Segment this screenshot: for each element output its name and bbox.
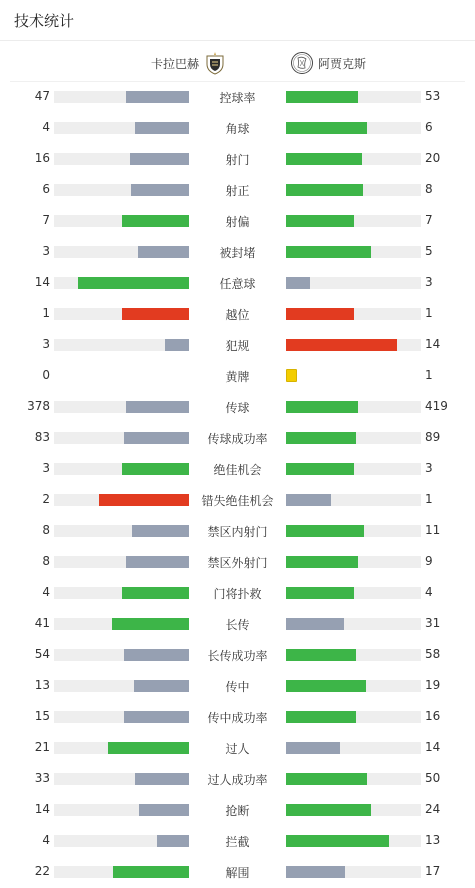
home-team[interactable]	[151, 51, 227, 75]
home-stat-bar	[54, 742, 189, 754]
ajax-crest-icon	[290, 51, 314, 75]
home-stat-bar	[54, 804, 189, 816]
away-stat-bar	[286, 122, 421, 134]
home-stat-value: 0	[42, 368, 50, 382]
away-stat-bar	[286, 184, 421, 196]
away-stat-value: 3	[425, 461, 433, 475]
stat-row	[0, 484, 475, 515]
stat-label: 错失绝佳机会	[201, 494, 274, 508]
away-stat-bar	[286, 401, 421, 413]
away-stat-bar-fill	[286, 339, 397, 351]
home-stat-bar-fill	[122, 308, 190, 320]
stat-row	[0, 453, 475, 484]
home-stat-bar-fill	[126, 556, 189, 568]
home-stat-bar	[54, 680, 189, 692]
away-stat-bar-fill	[286, 308, 354, 320]
away-stat-bar	[286, 277, 421, 289]
away-stat-value: 31	[425, 616, 441, 630]
away-team[interactable]	[290, 51, 366, 75]
home-stat-bar-fill	[124, 649, 189, 661]
home-stat-bar	[54, 277, 189, 289]
away-stat-bar-fill	[286, 649, 356, 661]
away-stat-value: 53	[425, 89, 441, 103]
stat-row	[0, 732, 475, 763]
stat-label: 禁区内射门	[207, 525, 268, 539]
home-stat-bar-fill	[122, 215, 190, 227]
stat-row	[0, 236, 475, 267]
stat-label: 射门	[225, 153, 250, 167]
stat-label: 射偏	[225, 215, 250, 229]
home-stat-bar	[54, 494, 189, 506]
home-stat-value: 22	[34, 864, 50, 878]
stat-row	[0, 515, 475, 546]
away-stat-bar	[286, 246, 421, 258]
away-stat-value: 17	[425, 864, 441, 878]
stat-row	[0, 794, 475, 825]
away-stat-value: 9	[425, 554, 433, 568]
home-stat-bar-fill	[124, 432, 189, 444]
home-stat-bar-fill	[126, 91, 189, 103]
stat-label: 射正	[225, 184, 250, 198]
stat-label: 过人	[225, 742, 250, 756]
home-stat-bar-fill	[139, 804, 189, 816]
home-stat-bar	[54, 122, 189, 134]
home-stat-bar	[54, 835, 189, 847]
stat-label: 黄牌	[225, 370, 250, 384]
stat-row	[0, 577, 475, 608]
home-stat-bar-fill	[165, 339, 189, 351]
away-stat-bar	[286, 308, 421, 320]
stat-row	[0, 639, 475, 670]
home-stat-value: 7	[42, 213, 50, 227]
away-stat-value: 1	[425, 306, 433, 320]
home-stat-value: 4	[42, 833, 50, 847]
away-stat-bar	[286, 153, 421, 165]
home-stat-bar-fill	[108, 742, 189, 754]
away-stat-value: 4	[425, 585, 433, 599]
away-stat-value: 11	[425, 523, 441, 537]
away-stat-bar-fill	[286, 494, 331, 506]
home-stat-bar-fill	[131, 184, 189, 196]
stat-label: 长传成功率	[207, 649, 268, 663]
away-stat-bar	[286, 494, 421, 506]
stat-row	[0, 422, 475, 453]
stat-label: 门将扑救	[213, 587, 262, 601]
home-stat-bar	[54, 339, 189, 351]
away-stat-bar	[286, 215, 421, 227]
home-stat-bar-fill	[124, 711, 189, 723]
page-title: 技术统计	[14, 12, 75, 30]
home-stat-bar-fill	[130, 153, 189, 165]
home-stat-value: 3	[42, 461, 50, 475]
stat-row	[0, 360, 475, 391]
home-stat-value: 1	[42, 306, 50, 320]
stats-header	[0, 0, 475, 41]
home-stat-bar-fill	[99, 494, 189, 506]
stat-label: 拦截	[225, 835, 250, 849]
home-stat-value: 4	[42, 585, 50, 599]
home-stat-bar-fill	[78, 277, 189, 289]
away-stat-bar	[286, 711, 421, 723]
home-stat-bar	[54, 308, 189, 320]
home-stat-bar	[54, 401, 189, 413]
away-stat-bar-fill	[286, 122, 367, 134]
home-stat-value: 3	[42, 337, 50, 351]
stat-row	[0, 112, 475, 143]
stat-label: 禁区外射门	[207, 556, 268, 570]
home-stat-value: 14	[34, 802, 50, 816]
home-team-name: 卡拉巴赫	[150, 56, 199, 71]
away-stat-value: 6	[425, 120, 433, 134]
away-stat-value: 5	[425, 244, 433, 258]
home-stat-bar	[54, 649, 189, 661]
stat-label: 控球率	[219, 91, 256, 105]
away-stat-bar	[286, 587, 421, 599]
home-stat-bar	[54, 587, 189, 599]
away-stat-value: 19	[425, 678, 441, 692]
away-stat-value: 58	[425, 647, 441, 661]
away-stat-bar	[286, 463, 421, 475]
home-stat-value: 378	[27, 399, 50, 413]
away-stat-bar-fill	[286, 866, 345, 878]
home-stat-bar	[54, 463, 189, 475]
away-stat-value: 3	[425, 275, 433, 289]
home-stat-value: 2	[42, 492, 50, 506]
home-stat-value: 6	[42, 182, 50, 196]
away-stat-bar-fill	[286, 432, 356, 444]
stat-row	[0, 670, 475, 701]
away-stat-bar	[286, 866, 421, 878]
stat-row	[0, 143, 475, 174]
away-stat-bar	[286, 680, 421, 692]
stat-label: 长传	[225, 618, 250, 632]
away-stat-bar-fill	[286, 556, 358, 568]
home-stat-value: 3	[42, 244, 50, 258]
away-stat-value: 7	[425, 213, 433, 227]
stat-row	[0, 267, 475, 298]
yellow-card-icon	[286, 369, 297, 382]
home-stat-bar-fill	[134, 680, 189, 692]
home-stat-bar-fill	[138, 246, 189, 258]
home-stat-bar	[54, 432, 189, 444]
away-stat-value: 1	[425, 368, 433, 382]
away-stat-bar-fill	[286, 215, 354, 227]
away-stat-value: 20	[425, 151, 441, 165]
home-stat-bar	[54, 525, 189, 537]
away-stat-bar-fill	[286, 618, 344, 630]
home-stat-bar	[54, 711, 189, 723]
home-stat-bar	[54, 246, 189, 258]
away-stat-bar-fill	[286, 835, 389, 847]
home-stat-value: 13	[34, 678, 50, 692]
away-stat-bar-fill	[286, 587, 354, 599]
home-stat-bar-fill	[112, 618, 189, 630]
home-stat-value: 33	[34, 771, 50, 785]
stat-label: 传球成功率	[207, 432, 268, 446]
home-stat-bar	[54, 773, 189, 785]
home-stat-bar	[54, 215, 189, 227]
stat-row	[0, 81, 475, 112]
stat-label: 越位	[225, 308, 250, 322]
away-stat-bar-fill	[286, 773, 367, 785]
home-stat-value: 15	[34, 709, 50, 723]
away-stat-value: 14	[425, 740, 441, 754]
home-stat-value: 47	[34, 89, 50, 103]
away-stat-bar-fill	[286, 463, 354, 475]
home-stat-bar-fill	[135, 122, 189, 134]
stat-label: 角球	[225, 122, 250, 136]
stat-label: 传球	[225, 401, 250, 415]
away-stat-bar-fill	[286, 246, 371, 258]
stat-row	[0, 763, 475, 794]
home-stat-value: 16	[34, 151, 50, 165]
qarabag-crest-icon	[203, 51, 227, 75]
away-stat-bar-fill	[286, 91, 358, 103]
stat-label: 绝佳机会	[213, 463, 262, 477]
home-stat-bar	[54, 618, 189, 630]
home-stat-bar-fill	[113, 866, 189, 878]
stat-label: 任意球	[219, 277, 256, 291]
home-stat-value: 21	[34, 740, 50, 754]
away-stat-value: 89	[425, 430, 441, 444]
home-stat-bar	[54, 866, 189, 878]
away-stat-value: 16	[425, 709, 441, 723]
away-stat-value: 24	[425, 802, 441, 816]
stat-label: 被封堵	[219, 246, 256, 260]
home-stat-bar	[54, 184, 189, 196]
stat-row	[0, 546, 475, 577]
home-stat-bar-fill	[126, 401, 189, 413]
away-stat-bar	[286, 618, 421, 630]
stat-row	[0, 856, 475, 887]
stats-list	[0, 81, 475, 887]
home-stat-value: 83	[34, 430, 50, 444]
home-stat-bar	[54, 153, 189, 165]
home-stat-value: 4	[42, 120, 50, 134]
home-stat-bar-fill	[132, 525, 189, 537]
stat-label: 抢断	[225, 804, 250, 818]
away-stat-bar	[286, 835, 421, 847]
stat-label: 过人成功率	[207, 773, 268, 787]
away-stat-bar-fill	[286, 153, 362, 165]
away-stat-value: 13	[425, 833, 441, 847]
home-stat-value: 8	[42, 554, 50, 568]
away-stat-bar	[286, 91, 421, 103]
away-stat-value: 419	[425, 399, 448, 413]
away-stat-bar	[286, 556, 421, 568]
away-stat-bar-fill	[286, 804, 371, 816]
away-stat-bar-fill	[286, 680, 366, 692]
stat-row	[0, 608, 475, 639]
stat-row	[0, 205, 475, 236]
home-stat-bar	[54, 91, 189, 103]
away-stat-bar	[286, 742, 421, 754]
away-stat-bar-fill	[286, 742, 340, 754]
home-stat-bar-fill	[157, 835, 189, 847]
home-stat-bar	[54, 556, 189, 568]
teams-row	[10, 41, 465, 82]
away-stat-bar	[286, 649, 421, 661]
away-stat-bar	[286, 525, 421, 537]
away-stat-value: 1	[425, 492, 433, 506]
home-stat-value: 8	[42, 523, 50, 537]
away-stat-bar-fill	[286, 184, 363, 196]
stat-label: 解围	[225, 866, 250, 880]
home-stat-value: 54	[34, 647, 50, 661]
away-stat-bar-fill	[286, 401, 358, 413]
away-team-name: 阿贾克斯	[318, 56, 367, 71]
stat-label: 犯规	[225, 339, 250, 353]
home-stat-value: 41	[34, 616, 50, 630]
away-stat-value: 8	[425, 182, 433, 196]
stat-label: 传中	[225, 680, 250, 694]
away-stat-bar	[286, 339, 421, 351]
away-stat-value: 50	[425, 771, 441, 785]
home-stat-bar-fill	[135, 773, 189, 785]
home-stat-value: 14	[34, 275, 50, 289]
stat-row	[0, 825, 475, 856]
away-stat-bar-fill	[286, 711, 356, 723]
stat-row	[0, 174, 475, 205]
away-stat-bar	[286, 773, 421, 785]
stat-row	[0, 329, 475, 360]
stat-label: 传中成功率	[207, 711, 268, 725]
stat-row	[0, 391, 475, 422]
away-stat-value: 14	[425, 337, 441, 351]
away-stat-bar-fill	[286, 525, 364, 537]
stat-row	[0, 298, 475, 329]
stat-row	[0, 701, 475, 732]
home-stat-bar-fill	[122, 587, 190, 599]
away-stat-bar-fill	[286, 277, 310, 289]
away-stat-bar	[286, 432, 421, 444]
away-stat-bar	[286, 804, 421, 816]
home-stat-bar-fill	[122, 463, 190, 475]
